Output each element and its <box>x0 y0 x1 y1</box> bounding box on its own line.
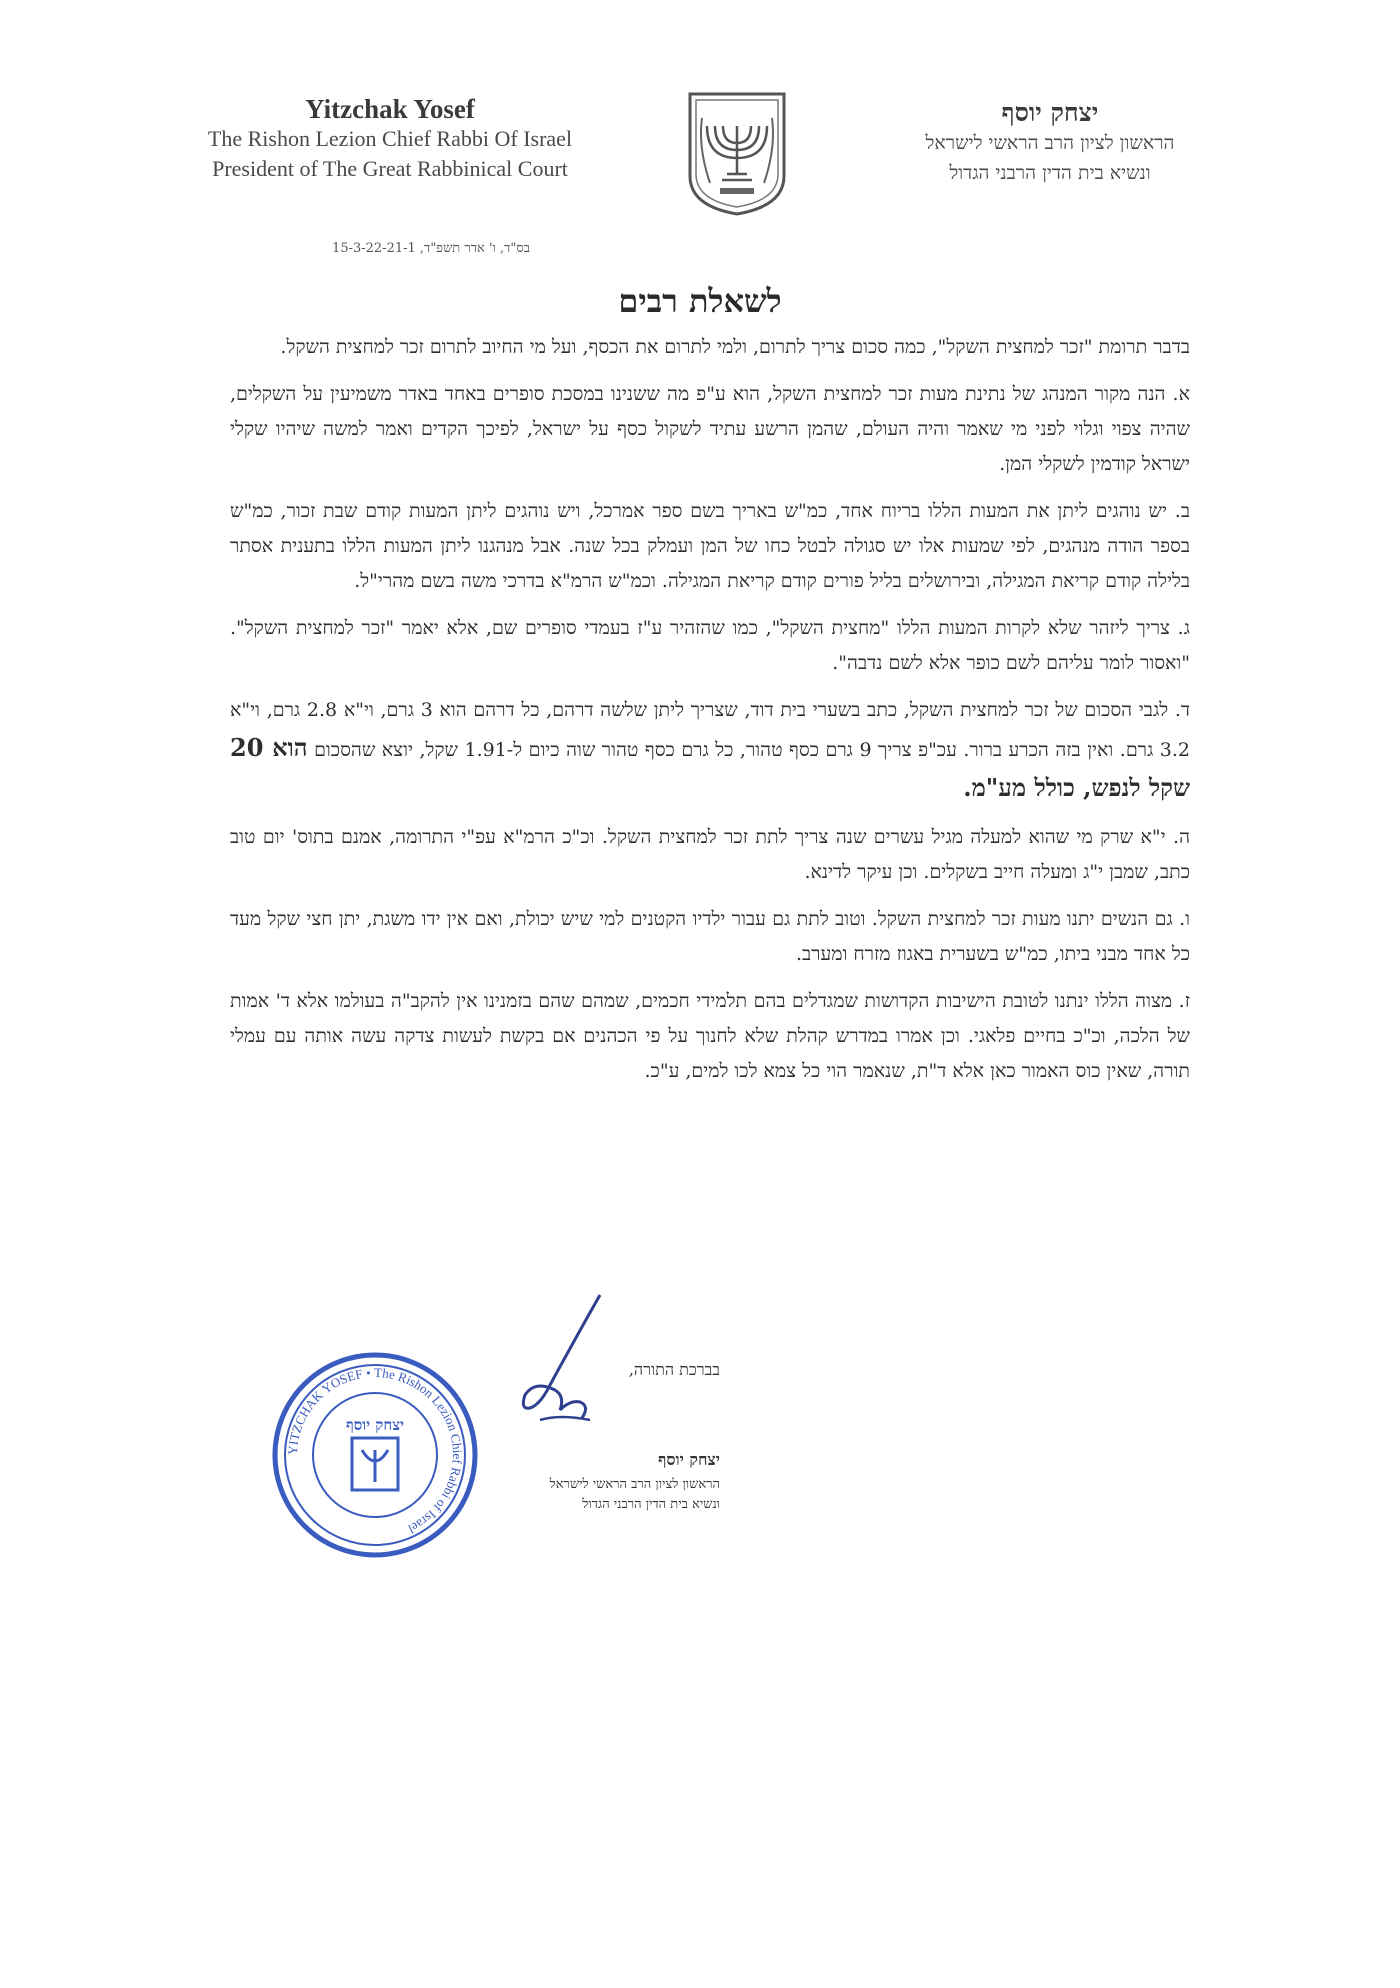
letter-title: לשאלת רבים <box>618 282 782 320</box>
paragraph-alef: א. הנה מקור המנהג של נתינת מעות זכר למחצית השקל, הוא ע"פ מה ששנינו במסכת סופרים באחד באדר משמיעין על השקלים, שהיה צפוי וגלוי לפני מי שאמר והיה העולם, שהמן הרשע עתיד לשקול כסף על ישראל, לפיכך הקדים ואמר למשה שיהיו שקלי ישראל קודמין לשקלי המן. <box>230 383 1190 475</box>
english-name: Yitzchak Yosef <box>305 94 475 124</box>
stamp-center-text: יצחק יוסף <box>346 1416 404 1434</box>
hebrew-title-2: ונשיא בית הדין הרבני הגדול <box>949 162 1151 184</box>
paragraph-intro: בדבר תרומת "זכר למחצית השקל", כמה סכום צריך לתרום, ולמי לתרום את הכסף, ועל מי החיוב לתרום זכר למחצית השקל. <box>280 336 1190 358</box>
english-title-1: The Rishon Lezion Chief Rabbi Of Israel <box>207 126 573 151</box>
signature-title-1: הראשון לציון הרב הראשי לישראל <box>549 1477 720 1492</box>
paragraph-he: ה. י"א שרק מי שהוא למעלה מגיל עשרים שנה צריך לתת זכר למחצית השקל. וכ"כ הרמ"א עפ"י התרומה, אמנם בתוס' יום טוב כתב, שמבן י"ג ומעלה חייב בשקלים. וכן עיקר לדינא. <box>230 826 1190 883</box>
signature-block <box>470 1355 720 1515</box>
paragraph-gimel: ג. צריך ליזהר שלא לקרות המעות הללו "מחצית השקל", כמו שהזהיר ע"ז בעמדי סופרים שם, אלא יאמר "זכר למחצית השקל". "ואסור לומר עליהם לשם כופר אלא לשם נדבה". <box>230 617 1190 674</box>
amount-highlight: הוא 20 שקל לנפש, כולל מע"מ. <box>230 733 1190 802</box>
signature-name: יצחק יוסף <box>658 1450 720 1469</box>
english-title-2: President of The Great Rabbinical Court <box>212 156 568 181</box>
paragraph-zayin: ז. מצוה הללו ינתנו לטובת הישיבות הקדושות שמגדלים בהם תלמידי חכמים, שמהם שהם בזמנינו אין להקב"ה בעולמו אלא ד' אמות של הלכה, וכ"כ בחיים פלאגי. וכן אמרו במדרש קהלת שלא לחנוך על פי הכהנים אם בקשת לעשות צדקה עשה אותה עם עמלי תורה, שאין כוס האמור כאן אלא ד"ת, שנאמר הוי כל צמא לכו למים, ע"כ. <box>230 990 1190 1082</box>
hebrew-name: יצחק יוסף <box>1001 98 1099 127</box>
letterhead-english <box>170 94 610 184</box>
letterhead <box>0 40 1400 200</box>
signature-title-2: ונשיא בית הדין הרבני הגדול <box>582 1497 720 1512</box>
letter-body <box>230 330 1190 1101</box>
official-stamp <box>270 1350 480 1560</box>
dateline: בס"ד, ו' אדר תשפ"ד, 15-3-22-21-1 <box>332 241 530 256</box>
paragraph-dalet-text: ד. לגבי הסכום של זכר למחצית השקל, כתב בשערי בית דוד, שצריך ליתן שלשה דרהם, כל דרהם הוא 3 גרם, וי"א 2.8 גרם, וי"א 3.2 גרם. ואין בזה הכרע ברור. עכ"פ צריך 9 גרם כסף טהור, כל גרם כסף טהור שוה כיום ל-1.91 שקל, יוצא שהסכום <box>230 699 1190 761</box>
hebrew-title-1: הראשון לציון הרב הראשי לישראל <box>925 132 1175 154</box>
paragraph-dalet <box>230 693 1190 808</box>
signature-closing: בברכת התורה, <box>628 1360 720 1379</box>
letterhead-hebrew <box>870 98 1230 188</box>
stamp-ring-text: YITZCHAK YOSEF • The Rishon Lezion Chief Rabbi of Israel <box>284 1364 466 1537</box>
paragraph-bet: ב. יש נוהגים ליתן את המעות הללו בריוח אחד, כמ"ש באריך בשם ספר אמרכל, ויש נוהגים ליתן המעות קודם שבת זכור, כמ"ש בספר הודה מנהגים, לפי שמעות אלו יש סגולה לבטל כחו של המן ועמלק בכל שנה. אבל מנהגנו ליתן המעות הללו בתענית אסתר בלילה קודם קריאת המגילה, ובירושלים בליל פורים קודם קריאת המגילה. וכמ"ש הרמ"א בדרכי משה בשם מהרי"ל. <box>230 500 1190 592</box>
paragraph-vav: ו. גם הנשים יתנו מעות זכר למחצית השקל. וטוב לתת גם עבור ילדיו הקטנים למי שיש יכולת, ואם אין ידו משגת, יתן חצי שקל מעד כל אחד מבני ביתו, כמ"ש בשערית באגוז מזרח ומערב. <box>230 908 1190 965</box>
menorah-emblem-icon <box>682 88 792 218</box>
